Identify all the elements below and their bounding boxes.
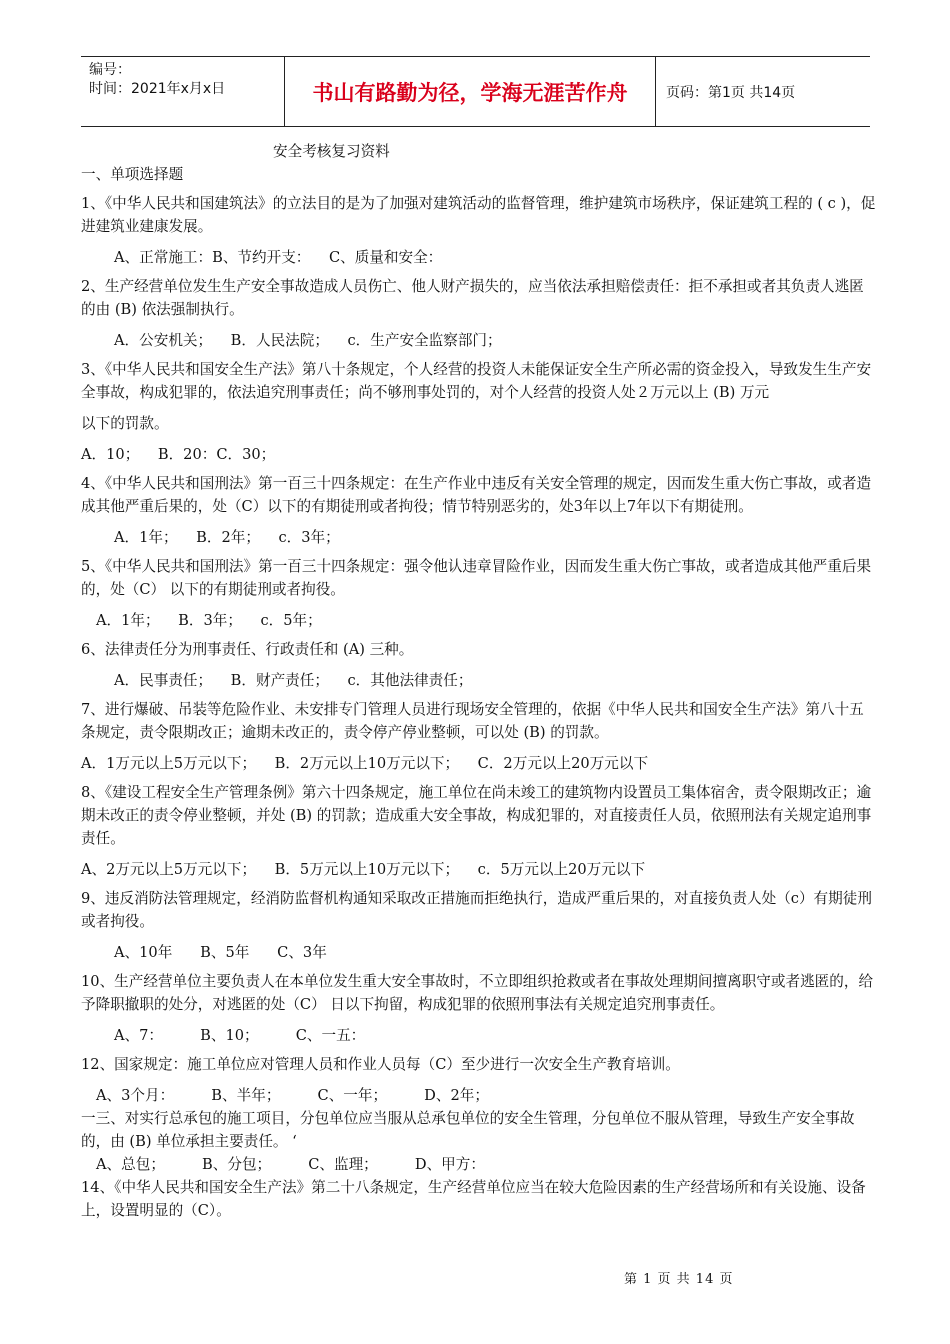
question-4-options: A．1年； B．2年； c．3年； <box>114 529 340 546</box>
page-info: 页码：第1页 共14页 <box>666 84 796 101</box>
question-13-options: A、总包； B、分包； C、监理； D、甲方： <box>96 1156 485 1173</box>
question-9-options: A、10年 B、5年 C、3年 <box>114 944 327 961</box>
question-10-options: A、7： B、10； C、一五： <box>114 1027 366 1044</box>
header-left-cell <box>81 57 284 126</box>
question-2: 2、生产经营单位发生生产安全事故造成人员伤亡、他人财产损失的，应当依法承担赔偿责任：拒不承担或者其负责人逃匿的由 (B) 依法强制执行。 <box>81 278 864 318</box>
question-5: 5、《中华人民共和国刑法》第一百三十四条规定：强令他认违章冒险作业，因而发生重大伤亡事故，或者造成其他严重后果的，处（C） 以下的有期徒刑或者拘役。 <box>81 558 872 598</box>
question-6: 6、法律责任分为刑事责任、行政责任和 (A) 三种。 <box>81 641 414 658</box>
question-1-options: A、正常施工：B、节约开支： C、质量和安全： <box>114 249 443 266</box>
question-7-options: A．1万元以上5万元以下； B．2万元以上10万元以下； C．2万元以上20万元以下 <box>81 755 649 772</box>
document-title: 安全考核复习资料 <box>273 143 390 160</box>
question-5-options: A．1年； B．3年； c．5年； <box>96 612 322 629</box>
document-body <box>81 140 876 1222</box>
section-heading: 一、单项选择题 <box>81 166 184 183</box>
question-12-options: A、3个月： B、半年； C、一年； D、2年； <box>96 1087 489 1104</box>
question-10: 10、生产经营单位主要负责人在本单位发生重大安全事故时，不立即组织抢救或者在事故处理期间擅离职守或者逃匿的，给予降职撤职的处分，对逃匿的处（C） 日以下拘留，构成犯罪的依照刑事法有关规定追究刑事责任。 <box>81 973 874 1013</box>
question-12: 12、国家规定：施工单位应对管理人员和作业人员每（C）至少进行一次安全生产教育培训。 <box>81 1056 680 1073</box>
question-7: 7、进行爆破、吊装等危险作业、未安排专门管理人员进行现场安全管理的，依据《中华人民共和国安全生产法》第八十五条规定，责令限期改正；逾期未改正的，责令停产停业整顿，可以处 (B) 的罚款。 <box>81 701 864 741</box>
serial-label: 编号： <box>89 62 131 78</box>
question-1: 1、《中华人民共和国建筑法》的立法目的是为了加强对建筑活动的监督管理，维护建筑市场秩序，保证建筑工程的 ( c )，促进建筑业建康发展。 <box>81 195 876 235</box>
question-9: 9、违反消防法管理规定，经消防监督机构通知采取改正措施而拒绝执行，造成严重后果的，对直接负责人处（c）有期徒刑或者拘役。 <box>81 890 872 930</box>
motto: 书山有路勤为径，学海无涯苦作舟 <box>284 57 656 126</box>
question-6-options: A．民事责任； B．财产责任； c．其他法律责任； <box>114 672 473 689</box>
page-footer: 第 1 页 共 14 页 <box>624 1272 734 1287</box>
time-label: 时间：2021年x月x日 <box>89 81 226 97</box>
question-8-options: A、2万元以上5万元以下； B．5万元以上10万元以下； c．5万元以上20万元以下 <box>81 861 646 878</box>
question-4: 4、《中华人民共和国刑法》第一百三十四条规定：在生产作业中违反有关安全管理的规定，因而发生重大伤亡事故，或者造成其他严重后果的，处（C）以下的有期徒刑或者拘役；情节特别恶劣的，处3年以上7年以下有期徒刑。 <box>81 475 872 515</box>
header-table <box>81 56 870 127</box>
question-3: 3、《中华人民共和国安全生产法》第八十条规定，个人经营的投资人未能保证安全生产所必需的资金投入，导致发生生产安全事故，构成犯罪的，依法追究刑事责任；尚不够刑事处罚的，对个人经营的投资人处２万元以上 (B) 万元 <box>81 361 872 401</box>
question-8: 8、《建设工程安全生产管理条例》第六十四条规定，施工单位在尚未竣工的建筑物内设置员工集体宿舍，责令限期改正；逾期未改正的责令停业整顿，并处 (B) 的罚款；造成重大安全事故，构成犯罪的，对直接责任人员，依照刑法有关规定追刑事责任。 <box>81 784 872 847</box>
question-3-continuation: 以下的罚款。 <box>81 415 169 432</box>
question-13: 一三、对实行总承包的施工项目，分包单位应当服从总承包单位的安全生管理，分包单位不服从管理，导致生产安全事故的，由 (B) 单位承担主要责任。 ‘ <box>81 1110 855 1150</box>
question-2-options: A．公安机关； B．人民法院； c．生产安全监察部门； <box>114 332 502 349</box>
question-14: 14、《中华人民共和国安全生产法》第二十八条规定，生产经营单位应当在较大危险因素的生产经营场所和有关设施、设备上，设置明显的（C）。 <box>81 1179 866 1219</box>
question-3-options: A．10； B．20：C．30； <box>81 446 276 463</box>
